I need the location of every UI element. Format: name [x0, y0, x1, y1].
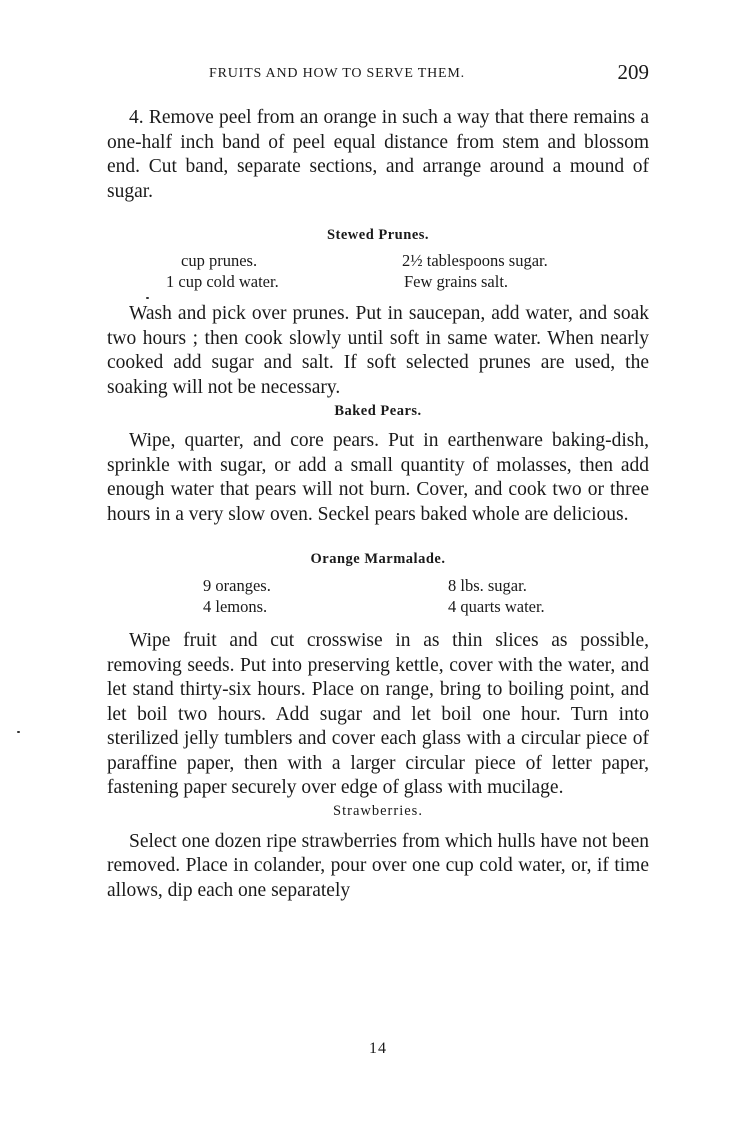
print-speck — [17, 731, 20, 733]
heading-strawberries: Strawberries. — [333, 802, 423, 819]
heading-baked-pears: Baked Pears. — [334, 403, 422, 419]
ingredients-stewed-prunes — [107, 251, 649, 295]
signature-mark: 14 — [369, 1040, 387, 1057]
stewed-prunes-method: Wash and pick over prunes. Put in saucepan, add water, and soak two hours ; then cook slowly until soft in same water. When nearly cooked add sugar and salt. If soft selected prunes are used, the soaking will not be necessary. — [107, 303, 649, 398]
heading-stewed-prunes: Stewed Prunes. — [326, 227, 430, 243]
book-page — [107, 60, 649, 903]
strawberries-method: Select one dozen ripe strawberries from which hulls have not been removed. Place in colander, pour over one cup cold water, or, if time allows, dip each one separately — [107, 830, 649, 901]
ingredient-oranges: 9 oranges. — [203, 576, 271, 595]
page-number: 209 — [617, 60, 649, 84]
intro-paragraph: 4. Remove peel from an orange in such a way that there remains a one-half inch band of peel equal distance from stem and blossom end. Cut band, separate sections, and arrange around a mound of sugar. — [107, 107, 649, 202]
orange-marmalade-method: Wipe fruit and cut crosswise in as thin slices as possible, removing seeds. Put into preserving kettle, cover with the water, and let stand thirty-six hours. Place on range, bring to boiling point, and let boil two hours. Add sugar and let boil one hour. Turn into sterilized jelly tumblers and cover each glass with a circular piece of paraffine paper, then with a larger circular piece of letter paper, fastening paper securely over edge of glass with mucilage. — [107, 630, 649, 798]
ingredient-water: 4 quarts water. — [448, 597, 545, 616]
ingredient-salt: Few grains salt. — [404, 272, 509, 291]
baked-pears-method: Wipe, quarter, and core pears. Put in earthenware baking-dish, sprinkle with sugar, or add a small quantity of molasses, then add enough water that pears will not burn. Cover, and cook two or three hours in a very slow oven. Seckel pears baked whole are delicious. — [107, 430, 649, 525]
ingredient-cold-water: 1 cup cold water. — [166, 272, 279, 291]
ingredient-lemons: 4 lemons. — [203, 597, 268, 616]
ingredient-sugar: 2½ tablespoons sugar. — [402, 251, 548, 270]
page-header — [107, 60, 649, 90]
ingredient-prunes: cup prunes. — [181, 251, 258, 270]
ingredient-marmalade-sugar: 8 lbs. sugar. — [448, 576, 527, 595]
heading-orange-marmalade: Orange Marmalade. — [310, 551, 446, 567]
running-title: FRUITS AND HOW TO SERVE THEM. — [209, 66, 465, 81]
print-speck — [146, 297, 149, 299]
ingredients-orange-marmalade — [107, 576, 649, 620]
